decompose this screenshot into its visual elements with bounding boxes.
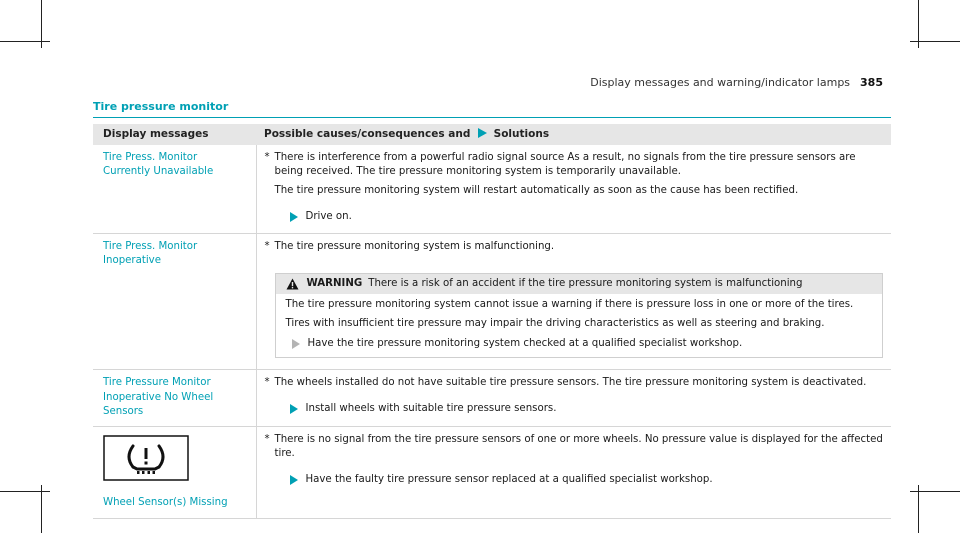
- cause-cell: [256, 370, 891, 427]
- crop-mark: [41, 485, 42, 533]
- cause-text: The tire pressure monitoring system is malfunctioning.: [274, 240, 555, 252]
- solution-arrow-icon: [292, 339, 300, 349]
- warning-title: There is a risk of an accident if the tire pressure monitoring system is malfunctioning: [368, 278, 803, 290]
- warning-header: [276, 274, 883, 294]
- cause-text: The wheels installed do not have suitable tire pressure sensors. The tire pressure monitoring system is deactivated.: [274, 377, 867, 389]
- section-title: Tire pressure monitor: [93, 100, 229, 113]
- table-row: [93, 145, 891, 234]
- messages-table: [93, 124, 891, 519]
- table-row: [93, 370, 891, 427]
- cause-text: There is no signal from the tire pressure sensors of one or more wheels. No pressure value is displayed for the affected tire.: [274, 434, 883, 460]
- solution-text: Drive on.: [305, 210, 352, 222]
- column-header-causes-label: Possible causes/consequences and: [264, 128, 471, 140]
- solution-step: [292, 337, 873, 351]
- solution-arrow-icon: [290, 404, 298, 414]
- tire-pressure-warning-icon: [103, 435, 248, 486]
- section-rule: [93, 117, 891, 118]
- solution-step: [290, 402, 884, 416]
- solution-text: Have the faulty tire pressure sensor replaced at a qualified specialist workshop.: [305, 473, 713, 485]
- solution-text: Have the tire pressure monitoring system checked at a qualified specialist workshop.: [307, 337, 743, 349]
- bullet-asterisk-icon: *: [264, 151, 270, 163]
- crop-mark: [0, 491, 50, 492]
- cause-cell: [256, 427, 891, 519]
- solution-arrow-icon: [478, 128, 487, 138]
- display-message-cell: [93, 427, 256, 519]
- table-header-row: [93, 124, 891, 145]
- cause-item: [265, 376, 884, 395]
- column-header-causes: [256, 124, 891, 145]
- solution-step: [290, 473, 884, 487]
- running-header-title: Display messages and warning/indicator lamps: [590, 76, 851, 89]
- cause-text: There is interference from a powerful radio signal source As a result, no signals from the tire pressure sensors are being received. The tire pressure monitoring system is temporarily unavailable.: [274, 151, 856, 177]
- cause-cell: [256, 145, 891, 234]
- warning-label: WARNING: [306, 278, 363, 290]
- crop-mark: [910, 491, 960, 492]
- warning-text: The tire pressure monitoring system cannot issue a warning if there is pressure loss in one or more of the tires.: [285, 299, 854, 311]
- solution-text: Install wheels with suitable tire pressure sensors.: [305, 402, 557, 414]
- solution-arrow-icon: [290, 212, 298, 222]
- bullet-asterisk-icon: *: [264, 434, 270, 446]
- bullet-asterisk-icon: *: [264, 377, 270, 389]
- warning-body: [276, 294, 883, 357]
- crop-mark: [918, 485, 919, 533]
- warning-triangle-icon: [286, 278, 299, 290]
- cause-item: [265, 151, 884, 204]
- cause-item: [265, 240, 884, 259]
- display-message: Tire Press. Monitor Currently Unavailable: [93, 145, 256, 234]
- warning-box: [275, 273, 884, 358]
- page-number: 385: [860, 76, 883, 89]
- running-header: [590, 76, 883, 89]
- column-header-solutions-label: Solutions: [493, 128, 550, 140]
- cause-text-secondary: The tire pressure monitoring system will restart automatically as soon as the cause has been rectified.: [274, 185, 799, 197]
- cause-item: [265, 433, 884, 467]
- display-message: Wheel Sensor(s) Missing: [103, 497, 228, 509]
- crop-mark: [0, 41, 50, 42]
- cause-cell: [256, 233, 891, 369]
- table-row: [93, 427, 891, 519]
- crop-mark: [910, 41, 960, 42]
- table-row: [93, 233, 891, 369]
- display-message: Tire Pressure Monitor Inoperative No Wheel Sensors: [93, 370, 256, 427]
- column-header-messages: Display messages: [93, 124, 256, 145]
- solution-step: [290, 210, 884, 224]
- bullet-asterisk-icon: *: [264, 240, 270, 252]
- display-message: Tire Press. Monitor Inoperative: [93, 233, 256, 369]
- solution-arrow-icon: [290, 475, 298, 485]
- warning-text: Tires with insufficient tire pressure may impair the driving characteristics as well as steering and braking.: [285, 317, 825, 329]
